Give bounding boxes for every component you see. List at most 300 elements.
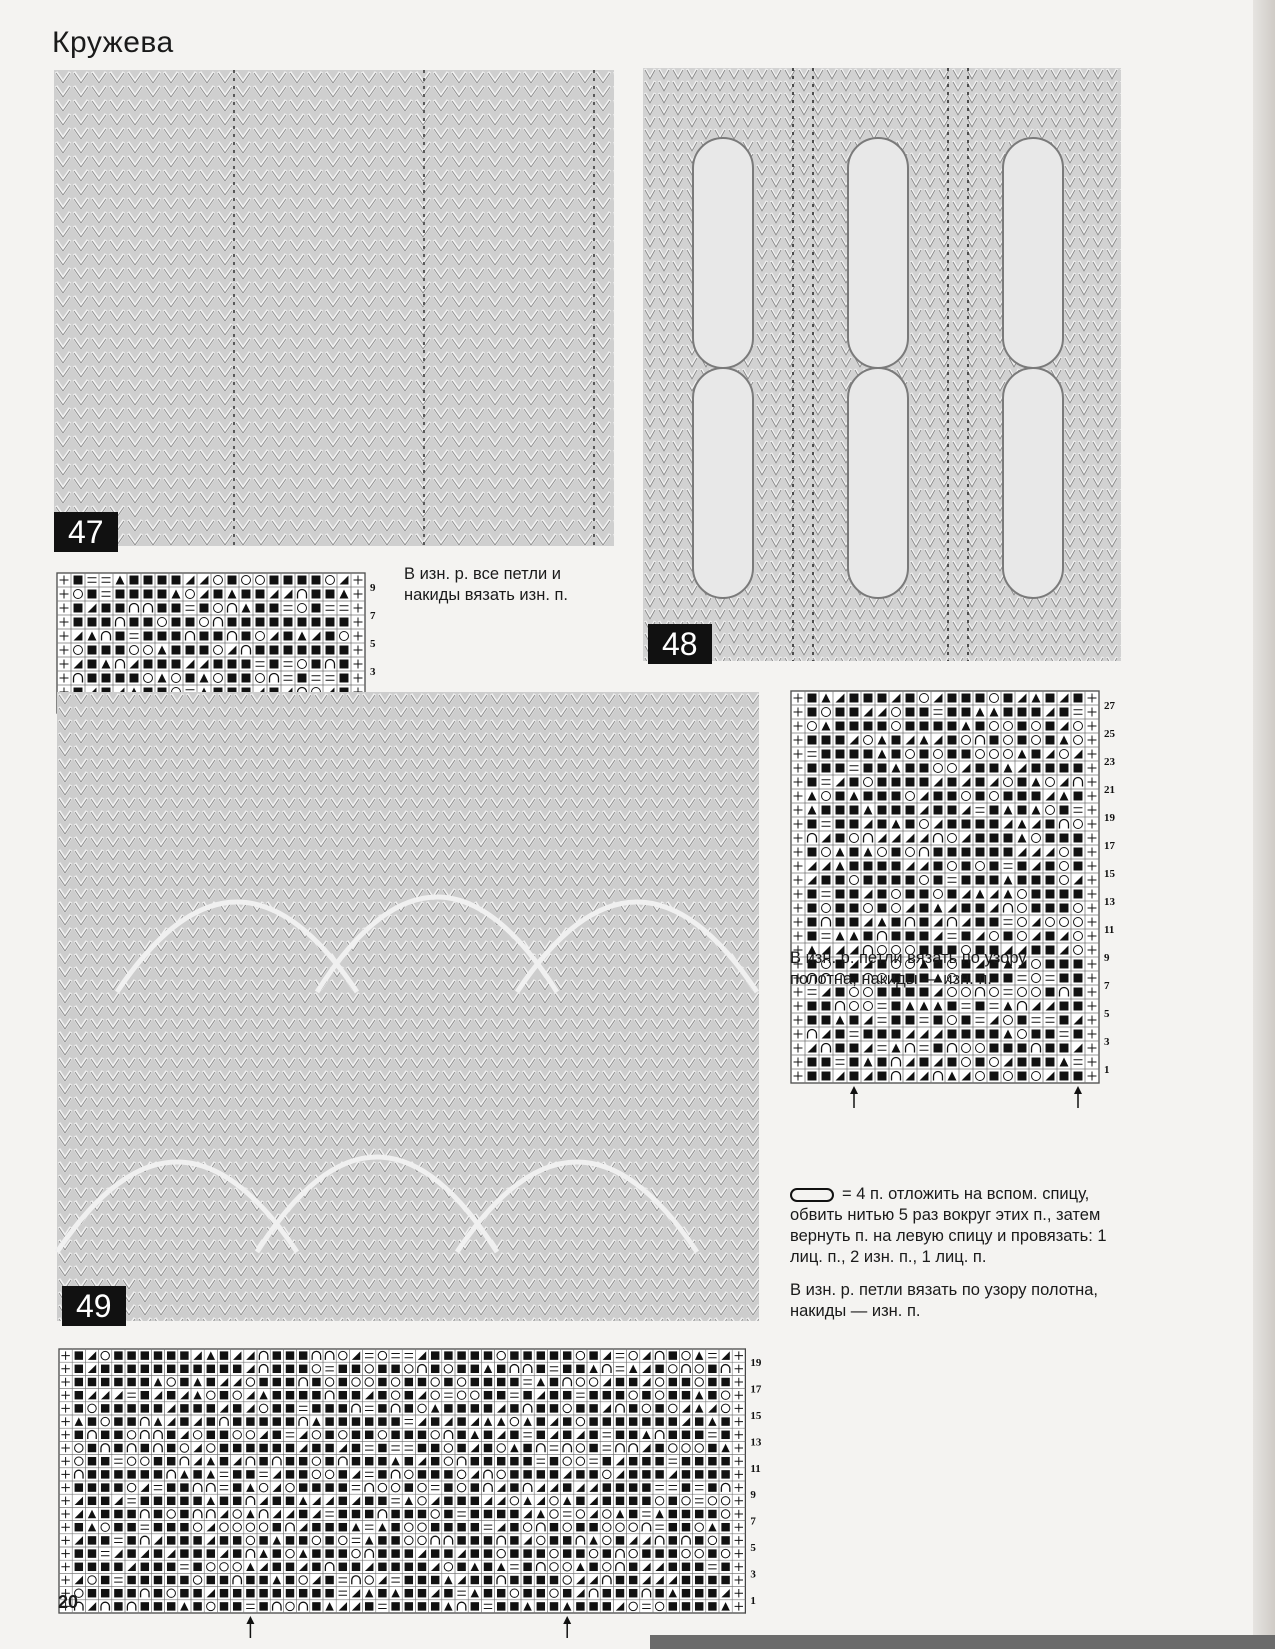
purl-symbol bbox=[603, 1549, 611, 1557]
purl-symbol bbox=[172, 660, 181, 669]
purl-symbol bbox=[167, 1457, 175, 1465]
swatch-photo-49 bbox=[57, 692, 759, 1321]
purl-symbol bbox=[130, 674, 139, 683]
purl-symbol bbox=[1004, 834, 1013, 843]
purl-symbol bbox=[88, 1483, 96, 1491]
purl-symbol bbox=[144, 660, 153, 669]
purl-symbol bbox=[339, 1417, 347, 1425]
purl-symbol bbox=[616, 1589, 624, 1597]
purl-symbol bbox=[193, 1404, 201, 1412]
purl-symbol bbox=[603, 1602, 611, 1610]
purl-symbol bbox=[444, 1378, 452, 1386]
purl-symbol bbox=[418, 1589, 426, 1597]
purl-symbol bbox=[669, 1536, 677, 1544]
purl-symbol bbox=[405, 1391, 413, 1399]
purl-symbol bbox=[167, 1483, 175, 1491]
purl-symbol bbox=[1032, 764, 1041, 773]
purl-symbol bbox=[708, 1378, 716, 1386]
purl-symbol bbox=[286, 1391, 294, 1399]
purl-symbol bbox=[378, 1497, 386, 1505]
purl-symbol bbox=[721, 1576, 729, 1584]
purl-symbol bbox=[708, 1365, 716, 1373]
purl-symbol bbox=[286, 1404, 294, 1412]
purl-symbol bbox=[1060, 890, 1069, 899]
purl-symbol bbox=[836, 750, 845, 759]
purl-symbol bbox=[990, 736, 999, 745]
purl-symbol bbox=[822, 1072, 831, 1081]
purl-symbol bbox=[576, 1404, 584, 1412]
purl-symbol bbox=[378, 1549, 386, 1557]
purl-symbol bbox=[200, 646, 209, 655]
purl-symbol bbox=[405, 1431, 413, 1439]
purl-symbol bbox=[154, 1589, 162, 1597]
purl-symbol bbox=[391, 1431, 399, 1439]
purl-symbol bbox=[878, 1058, 887, 1067]
purl-symbol bbox=[418, 1576, 426, 1584]
purl-symbol bbox=[284, 618, 293, 627]
purl-symbol bbox=[850, 1016, 859, 1025]
purl-symbol bbox=[172, 646, 181, 655]
purl-symbol bbox=[1046, 1044, 1055, 1053]
purl-symbol bbox=[948, 820, 957, 829]
purl-symbol bbox=[629, 1497, 637, 1505]
purl-symbol bbox=[154, 1523, 162, 1531]
purl-symbol bbox=[326, 646, 335, 655]
purl-symbol bbox=[1018, 806, 1027, 815]
purl-symbol bbox=[616, 1483, 624, 1491]
purl-symbol bbox=[325, 1404, 333, 1412]
purl-symbol bbox=[233, 1589, 241, 1597]
purl-symbol bbox=[259, 1602, 267, 1610]
row-number-label: 13 bbox=[750, 1436, 762, 1449]
purl-symbol bbox=[510, 1536, 518, 1544]
purl-symbol bbox=[1074, 862, 1083, 871]
purl-symbol bbox=[299, 1510, 307, 1518]
purl-symbol bbox=[655, 1457, 663, 1465]
purl-symbol bbox=[497, 1602, 505, 1610]
purl-symbol bbox=[906, 890, 915, 899]
purl-symbol bbox=[576, 1523, 584, 1531]
purl-symbol bbox=[563, 1351, 571, 1359]
purl-symbol bbox=[563, 1417, 571, 1425]
purl-symbol bbox=[312, 1391, 320, 1399]
purl-symbol bbox=[850, 904, 859, 913]
purl-symbol bbox=[655, 1549, 663, 1557]
purl-symbol bbox=[510, 1457, 518, 1465]
purl-symbol bbox=[457, 1351, 465, 1359]
purl-symbol bbox=[808, 904, 817, 913]
purl-symbol bbox=[141, 1444, 149, 1452]
purl-symbol bbox=[286, 1351, 294, 1359]
purl-symbol bbox=[669, 1602, 677, 1610]
purl-symbol bbox=[116, 590, 125, 599]
purl-symbol bbox=[906, 876, 915, 885]
purl-symbol bbox=[808, 1016, 817, 1025]
purl-symbol bbox=[391, 1510, 399, 1518]
purl-symbol bbox=[270, 576, 279, 585]
purl-symbol bbox=[471, 1457, 479, 1465]
purl-symbol bbox=[365, 1497, 373, 1505]
purl-symbol bbox=[695, 1457, 703, 1465]
purl-symbol bbox=[721, 1563, 729, 1571]
purl-symbol bbox=[326, 618, 335, 627]
purl-symbol bbox=[510, 1404, 518, 1412]
purl-symbol bbox=[629, 1470, 637, 1478]
purl-symbol bbox=[233, 1549, 241, 1557]
purl-symbol bbox=[836, 1044, 845, 1053]
purl-symbol bbox=[391, 1536, 399, 1544]
purl-symbol bbox=[228, 576, 237, 585]
purl-symbol bbox=[1046, 862, 1055, 871]
swatch-photo-48 bbox=[643, 68, 1121, 661]
purl-symbol bbox=[101, 1365, 109, 1373]
purl-symbol bbox=[141, 1563, 149, 1571]
purl-symbol bbox=[576, 1602, 584, 1610]
purl-symbol bbox=[808, 736, 817, 745]
purl-symbol bbox=[114, 1523, 122, 1531]
purl-symbol bbox=[990, 1072, 999, 1081]
purl-symbol bbox=[537, 1351, 545, 1359]
purl-symbol bbox=[976, 904, 985, 913]
purl-symbol bbox=[273, 1378, 281, 1386]
purl-symbol bbox=[75, 1378, 83, 1386]
purl-symbol bbox=[242, 618, 251, 627]
purl-symbol bbox=[444, 1404, 452, 1412]
purl-symbol bbox=[242, 590, 251, 599]
purl-symbol bbox=[141, 1404, 149, 1412]
purl-symbol bbox=[948, 694, 957, 703]
purl-symbol bbox=[256, 590, 265, 599]
purl-symbol bbox=[962, 820, 971, 829]
purl-symbol bbox=[537, 1470, 545, 1478]
purl-symbol bbox=[214, 660, 223, 669]
purl-symbol bbox=[864, 750, 873, 759]
purl-symbol bbox=[352, 1510, 360, 1518]
purl-symbol bbox=[920, 750, 929, 759]
purl-symbol bbox=[695, 1431, 703, 1439]
purl-symbol bbox=[836, 722, 845, 731]
purl-symbol bbox=[158, 660, 167, 669]
purl-symbol bbox=[642, 1391, 650, 1399]
purl-symbol bbox=[603, 1457, 611, 1465]
purl-symbol bbox=[550, 1391, 558, 1399]
purl-symbol bbox=[550, 1378, 558, 1386]
purl-symbol bbox=[934, 848, 943, 857]
row-number-label: 3 bbox=[370, 666, 376, 678]
purl-symbol bbox=[892, 806, 901, 815]
purl-symbol bbox=[158, 632, 167, 641]
purl-symbol bbox=[144, 590, 153, 599]
purl-symbol bbox=[669, 1549, 677, 1557]
note-48: В изн. р. петли вязать по узору полотна, накиды — изн. п. bbox=[790, 949, 1027, 988]
purl-symbol bbox=[339, 1391, 347, 1399]
purl-symbol bbox=[1018, 1058, 1027, 1067]
purl-symbol bbox=[312, 1378, 320, 1386]
purl-symbol bbox=[836, 876, 845, 885]
purl-symbol bbox=[457, 1431, 465, 1439]
arrow-head-icon bbox=[246, 1616, 254, 1624]
purl-symbol bbox=[721, 1431, 729, 1439]
purl-symbol bbox=[88, 1444, 96, 1452]
purl-symbol bbox=[682, 1391, 690, 1399]
purl-symbol bbox=[259, 1589, 267, 1597]
pattern-number-48: 48 bbox=[648, 624, 712, 664]
purl-symbol bbox=[233, 1470, 241, 1478]
chart-47 bbox=[56, 572, 396, 682]
purl-symbol bbox=[616, 1391, 624, 1399]
purl-symbol bbox=[256, 604, 265, 613]
purl-symbol bbox=[259, 1378, 267, 1386]
purl-symbol bbox=[180, 1576, 188, 1584]
purl-symbol bbox=[836, 904, 845, 913]
purl-symbol bbox=[1060, 1044, 1069, 1053]
row-number-label: 3 bbox=[750, 1568, 756, 1581]
purl-symbol bbox=[114, 1431, 122, 1439]
purl-symbol bbox=[325, 1523, 333, 1531]
purl-symbol bbox=[682, 1431, 690, 1439]
purl-symbol bbox=[990, 820, 999, 829]
purl-symbol bbox=[141, 1497, 149, 1505]
purl-symbol bbox=[576, 1549, 584, 1557]
purl-symbol bbox=[270, 660, 279, 669]
purl-symbol bbox=[629, 1431, 637, 1439]
row-number-label: 19 bbox=[750, 1357, 762, 1370]
purl-symbol bbox=[990, 834, 999, 843]
row-number-label: 11 bbox=[1104, 924, 1115, 936]
purl-symbol bbox=[864, 1030, 873, 1039]
purl-symbol bbox=[808, 764, 817, 773]
purl-symbol bbox=[299, 1457, 307, 1465]
purl-symbol bbox=[920, 1058, 929, 1067]
purl-symbol bbox=[207, 1417, 215, 1425]
purl-symbol bbox=[233, 1497, 241, 1505]
purl-symbol bbox=[976, 694, 985, 703]
purl-symbol bbox=[892, 862, 901, 871]
purl-symbol bbox=[669, 1351, 677, 1359]
purl-symbol bbox=[273, 1589, 281, 1597]
purl-symbol bbox=[259, 1536, 267, 1544]
purl-symbol bbox=[352, 1444, 360, 1452]
purl-symbol bbox=[405, 1576, 413, 1584]
page-number: 20 bbox=[58, 1592, 79, 1612]
purl-symbol bbox=[1060, 806, 1069, 815]
purl-symbol bbox=[920, 918, 929, 927]
purl-symbol bbox=[510, 1576, 518, 1584]
purl-symbol bbox=[352, 1365, 360, 1373]
purl-symbol bbox=[563, 1536, 571, 1544]
purl-symbol bbox=[88, 1563, 96, 1571]
purl-symbol bbox=[523, 1444, 531, 1452]
purl-symbol bbox=[629, 1576, 637, 1584]
purl-symbol bbox=[990, 1030, 999, 1039]
purl-symbol bbox=[1018, 1016, 1027, 1025]
purl-symbol bbox=[962, 1030, 971, 1039]
purl-symbol bbox=[101, 1536, 109, 1544]
purl-symbol bbox=[655, 1417, 663, 1425]
purl-symbol bbox=[114, 1589, 122, 1597]
purl-symbol bbox=[88, 1417, 96, 1425]
purl-symbol bbox=[616, 1497, 624, 1505]
row-number-label: 17 bbox=[1104, 840, 1115, 852]
purl-symbol bbox=[273, 1417, 281, 1425]
purl-symbol bbox=[589, 1602, 597, 1610]
purl-symbol bbox=[339, 1497, 347, 1505]
purl-symbol bbox=[101, 1510, 109, 1518]
purl-symbol bbox=[352, 1417, 360, 1425]
purl-symbol bbox=[1018, 1044, 1027, 1053]
purl-symbol bbox=[1074, 848, 1083, 857]
purl-symbol bbox=[457, 1563, 465, 1571]
purl-symbol bbox=[878, 764, 887, 773]
purl-symbol bbox=[101, 1470, 109, 1478]
purl-symbol bbox=[74, 604, 83, 613]
purl-symbol bbox=[484, 1378, 492, 1386]
purl-symbol bbox=[130, 590, 139, 599]
purl-symbol bbox=[1032, 792, 1041, 801]
purl-symbol bbox=[920, 722, 929, 731]
purl-symbol bbox=[976, 876, 985, 885]
purl-symbol bbox=[976, 764, 985, 773]
purl-symbol bbox=[141, 1365, 149, 1373]
purl-symbol bbox=[563, 1391, 571, 1399]
purl-symbol bbox=[220, 1391, 228, 1399]
purl-symbol bbox=[457, 1417, 465, 1425]
purl-symbol bbox=[1004, 848, 1013, 857]
purl-symbol bbox=[405, 1404, 413, 1412]
purl-symbol bbox=[1074, 890, 1083, 899]
purl-symbol bbox=[808, 1058, 817, 1067]
purl-symbol bbox=[682, 1563, 690, 1571]
purl-symbol bbox=[312, 1563, 320, 1571]
knit-texture-47 bbox=[54, 70, 614, 546]
purl-symbol bbox=[629, 1378, 637, 1386]
purl-symbol bbox=[948, 1058, 957, 1067]
purl-symbol bbox=[471, 1351, 479, 1359]
purl-symbol bbox=[976, 834, 985, 843]
purl-symbol bbox=[298, 646, 307, 655]
purl-symbol bbox=[193, 1589, 201, 1597]
purl-symbol bbox=[808, 1002, 817, 1011]
purl-symbol bbox=[920, 764, 929, 773]
purl-symbol bbox=[948, 806, 957, 815]
purl-symbol bbox=[325, 1536, 333, 1544]
purl-symbol bbox=[962, 862, 971, 871]
purl-symbol bbox=[990, 848, 999, 857]
purl-symbol bbox=[836, 890, 845, 899]
purl-symbol bbox=[167, 1351, 175, 1359]
purl-symbol bbox=[378, 1444, 386, 1452]
purl-symbol bbox=[850, 918, 859, 927]
purl-symbol bbox=[233, 1404, 241, 1412]
purl-symbol bbox=[444, 1497, 452, 1505]
purl-symbol bbox=[708, 1457, 716, 1465]
purl-symbol bbox=[550, 1536, 558, 1544]
purl-symbol bbox=[976, 820, 985, 829]
purl-symbol bbox=[836, 834, 845, 843]
purl-symbol bbox=[114, 1470, 122, 1478]
purl-symbol bbox=[934, 862, 943, 871]
purl-symbol bbox=[457, 1444, 465, 1452]
purl-symbol bbox=[207, 1378, 215, 1386]
purl-symbol bbox=[200, 632, 209, 641]
purl-symbol bbox=[484, 1351, 492, 1359]
purl-symbol bbox=[457, 1497, 465, 1505]
purl-symbol bbox=[172, 576, 181, 585]
purl-symbol bbox=[669, 1431, 677, 1439]
purl-symbol bbox=[167, 1563, 175, 1571]
purl-symbol bbox=[669, 1391, 677, 1399]
purl-symbol bbox=[682, 1470, 690, 1478]
purl-symbol bbox=[405, 1510, 413, 1518]
purl-symbol bbox=[180, 1417, 188, 1425]
purl-symbol bbox=[682, 1510, 690, 1518]
purl-symbol bbox=[116, 646, 125, 655]
purl-symbol bbox=[850, 1058, 859, 1067]
purl-symbol bbox=[695, 1536, 703, 1544]
purl-symbol bbox=[892, 848, 901, 857]
purl-symbol bbox=[1074, 834, 1083, 843]
purl-symbol bbox=[948, 792, 957, 801]
purl-symbol bbox=[948, 736, 957, 745]
purl-symbol bbox=[629, 1563, 637, 1571]
purl-symbol bbox=[808, 890, 817, 899]
purl-symbol bbox=[878, 862, 887, 871]
purl-symbol bbox=[537, 1602, 545, 1610]
purl-symbol bbox=[537, 1549, 545, 1557]
purl-symbol bbox=[695, 1589, 703, 1597]
purl-symbol bbox=[299, 1391, 307, 1399]
page-title: Кружева bbox=[52, 26, 174, 59]
purl-symbol bbox=[457, 1404, 465, 1412]
purl-symbol bbox=[75, 1431, 83, 1439]
purl-symbol bbox=[906, 820, 915, 829]
purl-symbol bbox=[850, 778, 859, 787]
purl-symbol bbox=[246, 1589, 254, 1597]
purl-symbol bbox=[721, 1417, 729, 1425]
purl-symbol bbox=[603, 1417, 611, 1425]
row-number-label: 3 bbox=[1104, 1036, 1110, 1048]
purl-symbol bbox=[629, 1417, 637, 1425]
purl-symbol bbox=[214, 590, 223, 599]
purl-symbol bbox=[510, 1483, 518, 1491]
purl-symbol bbox=[669, 1378, 677, 1386]
purl-symbol bbox=[114, 1351, 122, 1359]
purl-symbol bbox=[721, 1523, 729, 1531]
purl-symbol bbox=[286, 1378, 294, 1386]
purl-symbol bbox=[629, 1510, 637, 1518]
purl-symbol bbox=[836, 820, 845, 829]
purl-symbol bbox=[326, 590, 335, 599]
purl-symbol bbox=[444, 1523, 452, 1531]
purl-symbol bbox=[616, 1378, 624, 1386]
purl-symbol bbox=[431, 1457, 439, 1465]
purl-symbol bbox=[721, 1536, 729, 1544]
purl-symbol bbox=[114, 1602, 122, 1610]
purl-symbol bbox=[273, 1365, 281, 1373]
purl-symbol bbox=[101, 1483, 109, 1491]
purl-symbol bbox=[286, 1444, 294, 1452]
purl-symbol bbox=[431, 1351, 439, 1359]
purl-symbol bbox=[682, 1483, 690, 1491]
purl-symbol bbox=[822, 736, 831, 745]
purl-symbol bbox=[836, 918, 845, 927]
purl-symbol bbox=[510, 1602, 518, 1610]
purl-symbol bbox=[101, 1563, 109, 1571]
purl-symbol bbox=[892, 750, 901, 759]
purl-symbol bbox=[101, 1497, 109, 1505]
purl-symbol bbox=[141, 1602, 149, 1610]
purl-symbol bbox=[444, 1549, 452, 1557]
